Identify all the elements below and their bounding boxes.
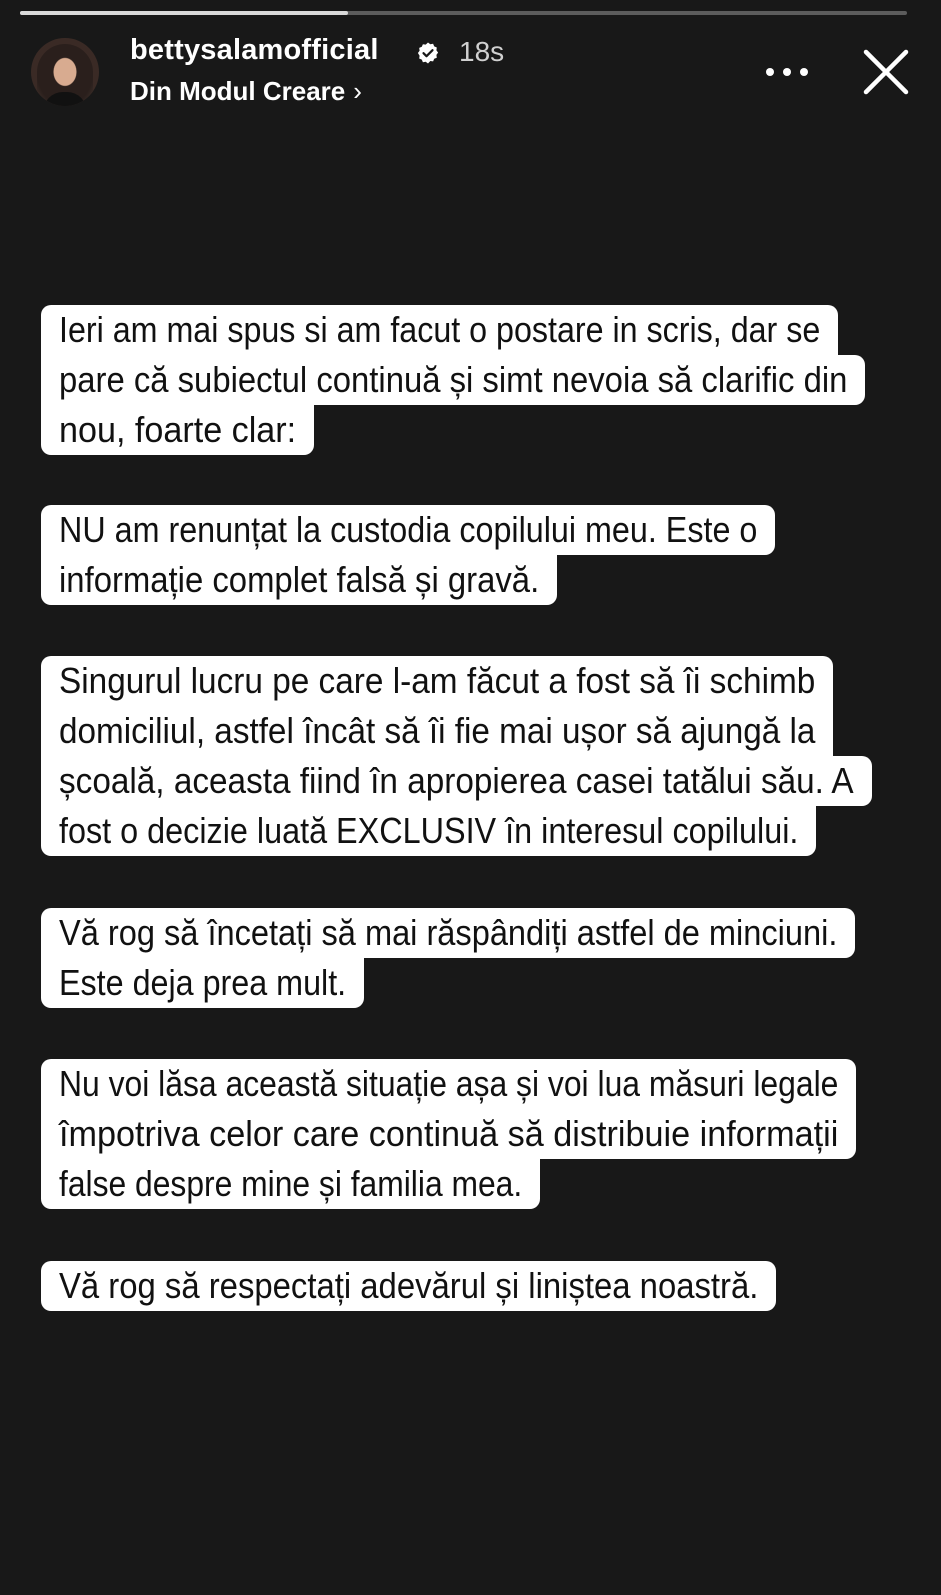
text-line-content: împotriva celor care continuă să distribuie informații [59,1113,839,1154]
text-line-content: domiciliul, astfel încât să îi fie mai ușor să ajungă la [59,710,816,751]
text-line-content: Vă rog să respectați adevărul și liniștea noastră. [59,1265,759,1306]
text-line [41,656,833,706]
more-options-button[interactable] [766,64,808,80]
text-line [41,555,557,605]
text-line-content: informație complet falsă și gravă. [59,559,540,600]
text-line-content: nou, foarte clar: [59,409,297,450]
text-block [41,1059,856,1209]
text-line [41,806,816,856]
text-block [41,908,855,1008]
text-line-content: Este deja prea mult. [59,962,347,1003]
text-block [41,1261,776,1311]
text-line [41,1261,776,1311]
text-line [41,305,838,355]
subtitle-label: Din Modul Creare [130,76,346,106]
text-line [41,908,855,958]
avatar[interactable] [31,38,99,106]
text-block [41,305,865,455]
text-line [41,355,865,405]
dot-icon [766,68,774,76]
text-line-content: pare că subiectul continuă și simt nevoia să clarific din [59,359,848,400]
text-line [41,756,872,806]
text-line-content: Ieri am mai spus si am facut o postare in scris, dar se [59,309,821,350]
text-line-content: Vă rog să încetați să mai răspândiți astfel de minciuni. [59,912,838,953]
text-line-content: fost o decizie luată EXCLUSIV în interesul copilului. [59,810,799,851]
text-line [41,706,833,756]
text-line-content: școală, aceasta fiind în apropierea casei tatălui său. A [59,760,854,801]
text-line [41,1059,856,1109]
text-line [41,405,314,455]
verified-badge-icon [416,41,440,65]
text-line [41,505,775,555]
dot-icon [800,68,808,76]
chevron-right-icon: › [353,76,362,106]
text-line [41,1109,856,1159]
close-icon[interactable] [860,46,912,98]
text-block [41,505,775,605]
username[interactable]: bettysalamofficial [130,34,379,66]
text-line-content: Singurul lucru pe care l-am făcut a fost să îi schimb [59,660,816,701]
text-line-content: NU am renunțat la custodia copilului meu. Este o [59,509,758,550]
creation-mode-link[interactable] [130,76,362,107]
time-ago: 18s [459,36,505,67]
text-line [41,958,364,1008]
dot-icon [783,68,791,76]
text-line-content: false despre mine și familia mea. [59,1163,523,1204]
story-progress-bar [20,11,907,15]
text-line [41,1159,540,1209]
story-progress-fill [20,11,348,15]
text-block [41,656,872,856]
text-line-content: Nu voi lăsa această situație așa și voi lua măsuri legale [59,1063,839,1104]
